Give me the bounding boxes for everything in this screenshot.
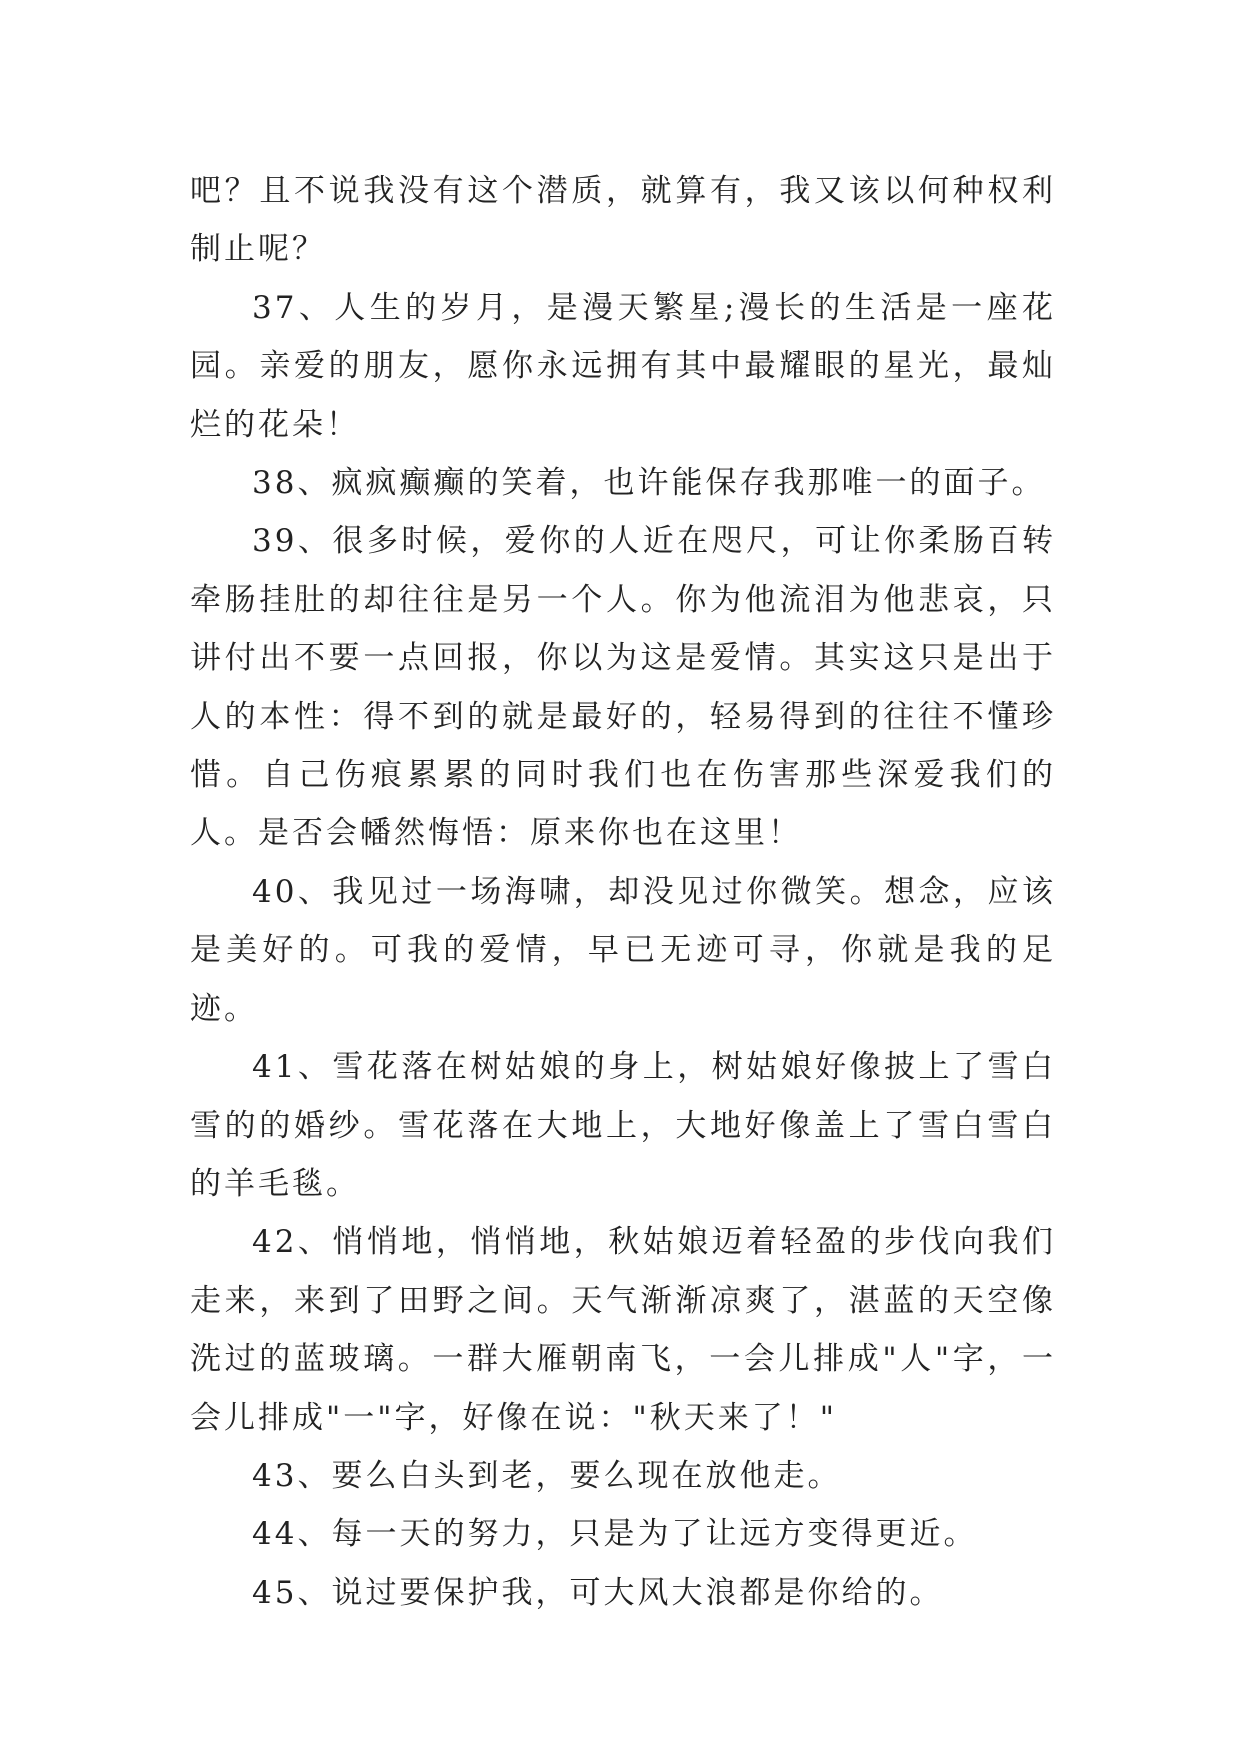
paragraph-39: 39、很多时候，爱你的人近在咫尺，可让你柔肠百转牵肠挂肚的却往往是另一个人。你为他流泪为他悲哀，只讲付出不要一点回报，你以为这是爱情。其实这只是出于人的本性：得不到的就是最好的，轻易得到的往往不懂珍惜。自己伤痕累累的同时我们也在伤害那些深爱我们的人。是否会幡然悔悟：原来你也在这里！	[190, 523, 1056, 852]
paragraph-45: 45、说过要保护我，可大风大浪都是你给的。	[252, 1574, 944, 1611]
paragraph-42: 42、悄悄地，悄悄地，秋姑娘迈着轻盈的步伐向我们走来，来到了田野之间。天气渐渐凉爽了，湛蓝的天空像洗过的蓝玻璃。一群大雁朝南飞，一会儿排成"人"字，一会儿排成"一"字，好像在说："秋天来了！"	[190, 1224, 1056, 1436]
paragraph-37: 37、人生的岁月，是漫天繁星;漫长的生活是一座花园。亲爱的朋友，愿你永远拥有其中最耀眼的星光，最灿烂的花朵！	[190, 289, 1056, 443]
paragraph-40: 40、我见过一场海啸，却没见过你微笑。想念，应该是美好的。可我的爱情，早已无迹可寻，你就是我的足迹。	[190, 873, 1056, 1027]
paragraph-38: 38、疯疯癫癫的笑着，也许能保存我那唯一的面子。	[252, 465, 1046, 502]
paragraph-41: 41、雪花落在树姑娘的身上，树姑娘好像披上了雪白雪的的婚纱。雪花落在大地上，大地好像盖上了雪白雪白的羊毛毯。	[190, 1049, 1056, 1202]
paragraph-continuation: 吧？且不说我没有这个潜质，就算有，我又该以何种权利制止呢？	[190, 173, 1056, 268]
document-body	[190, 162, 1056, 1622]
paragraph-43: 43、要么白头到老，要么现在放他走。	[252, 1457, 842, 1494]
paragraph-44: 44、每一天的努力，只是为了让远方变得更近。	[252, 1516, 978, 1553]
